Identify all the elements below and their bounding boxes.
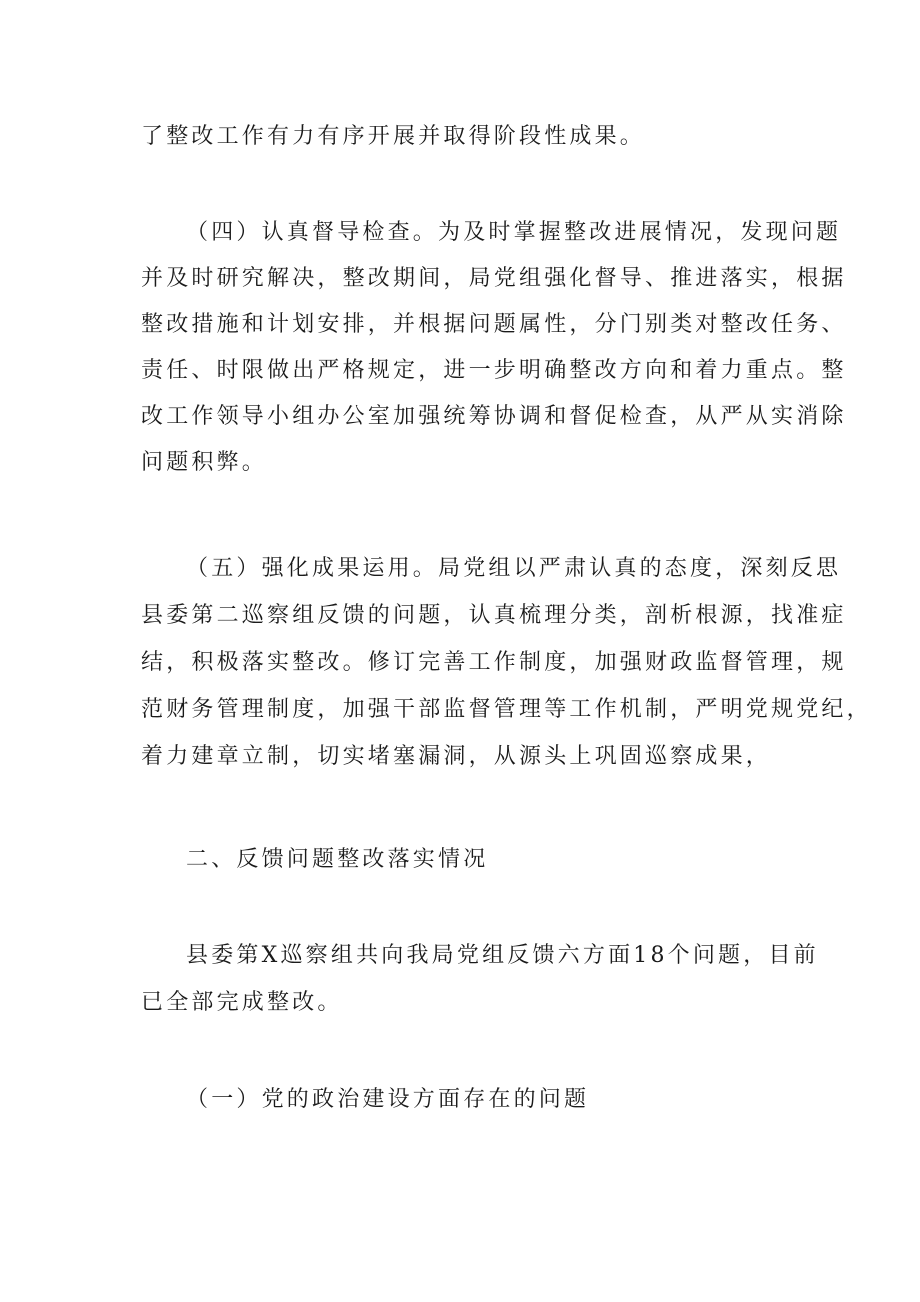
paragraph-summary-line: 已全部完成整改。 xyxy=(141,990,343,1015)
paragraph-supervision-line: （四）认真督导检查。为及时掌握整改进展情况，发现问题 xyxy=(186,220,842,245)
paragraph-supervision-line: 并及时研究解决，整改期间，局党组强化督导、推进落实，根据 xyxy=(141,266,847,291)
paragraph-results-line: 范财务管理制度，加强干部监督管理等工作机制，严明党规党纪， xyxy=(141,697,872,722)
subsection-heading: （一）党的政治建设方面存在的问题 xyxy=(186,1087,590,1112)
paragraph-results-line: （五）强化成果运用。局党组以严肃认真的态度，深刻反思 xyxy=(186,556,842,581)
paragraph-supervision-line: 问题积弊。 xyxy=(141,450,268,475)
paragraph-results-line: 县委第二巡察组反馈的问题，认真梳理分类，剖析根源，找准症 xyxy=(141,603,847,628)
paragraph-results-line: 着力建章立制，切实堵塞漏洞，从源头上巩固巡察成果， xyxy=(141,744,772,769)
paragraph-supervision-line: 责任、时限做出严格规定，进一步明确整改方向和着力重点。整 xyxy=(141,358,847,383)
paragraph-summary-line: 县委第X巡察组共向我局党组反馈六方面18个问题，目前 xyxy=(186,943,819,968)
paragraph-supervision-line: 改工作领导小组办公室加强统筹协调和督促检查，从严从实消除 xyxy=(141,404,847,429)
paragraph-supervision-line: 整改措施和计划安排，并根据问题属性，分门别类对整改任务、 xyxy=(141,312,847,337)
paragraph-results-line: 结，积极落实整改。修订完善工作制度，加强财政监督管理，规 xyxy=(141,650,847,675)
section-heading: 二、反馈问题整改落实情况 xyxy=(186,847,489,872)
paragraph-continuation-line: 了整改工作有力有序开展并取得阶段性成果。 xyxy=(141,124,646,149)
